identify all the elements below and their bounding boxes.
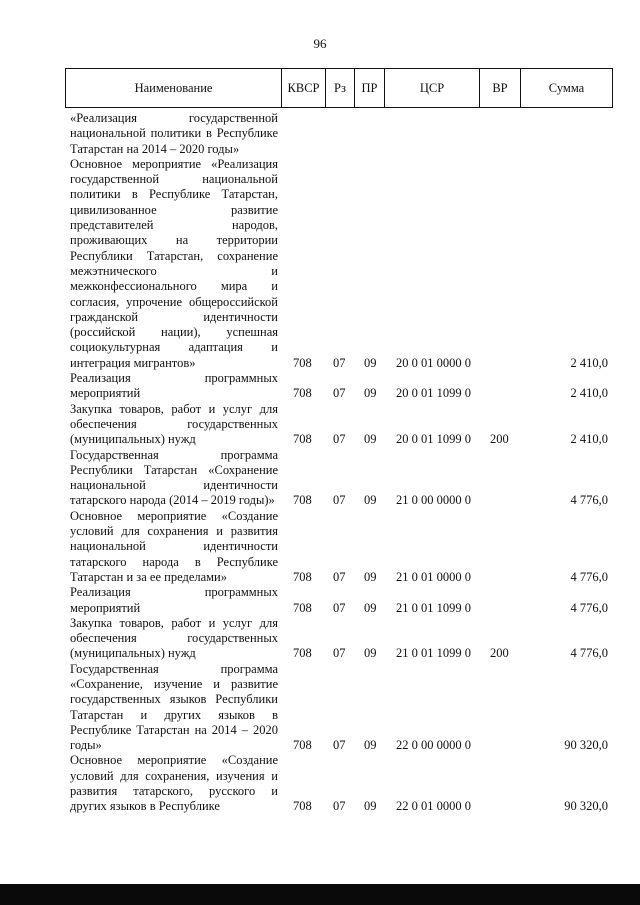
row-sum: 4 776,0 bbox=[570, 646, 608, 661]
row-kvsr: 708 bbox=[293, 493, 312, 508]
row-name: Основное мероприятие «Создание условий для сохранения и развития национальной идентичности татарского народа в Республике Татарстан и за ее пределами» bbox=[70, 508, 278, 584]
row-name: «Реализация государственной национальной политики в Республике Татарстан на 2014 – 2020 годы» bbox=[70, 111, 278, 156]
row-name: Основное мероприятие «Реализация государственной национальной политики в Республике Татарстан, цивилизованное развитие представителей народов, проживающих на территории Республики Татарстан, сохранение межэтнического и межконфессионального мира и согласия, упрочение общероссийской гражданской идентичности (российской нации), успешная социокультурная адаптация и интеграция мигрантов» bbox=[70, 156, 278, 370]
row-kvsr: 708 bbox=[293, 646, 312, 661]
table-row bbox=[0, 585, 640, 616]
row-csr: 20 0 01 0000 0 bbox=[396, 355, 471, 370]
table-row bbox=[0, 509, 640, 585]
row-name: Реализация программных мероприятий bbox=[70, 371, 278, 401]
header-name: Наименование bbox=[134, 80, 213, 95]
header-vr: ВР bbox=[479, 69, 520, 107]
row-kvsr: 708 bbox=[293, 600, 312, 615]
row-sum: 2 410,0 bbox=[570, 432, 608, 447]
row-kvsr: 708 bbox=[293, 799, 312, 814]
row-pr: 09 bbox=[364, 386, 377, 401]
table-row bbox=[0, 402, 640, 448]
row-rz: 07 bbox=[333, 569, 346, 584]
header-rz: Рз bbox=[325, 69, 354, 107]
row-kvsr: 708 bbox=[293, 569, 312, 584]
table-row bbox=[0, 753, 640, 814]
page-number: 96 bbox=[313, 36, 327, 51]
row-rz: 07 bbox=[333, 646, 346, 661]
row-csr: 21 0 01 1099 0 bbox=[396, 646, 471, 661]
row-csr: 21 0 00 0000 0 bbox=[396, 493, 471, 508]
row-rz: 07 bbox=[333, 386, 346, 401]
row-pr: 09 bbox=[364, 646, 377, 661]
row-rz: 07 bbox=[333, 493, 346, 508]
row-csr: 20 0 01 1099 0 bbox=[396, 386, 471, 401]
row-pr: 09 bbox=[364, 738, 377, 753]
row-pr: 09 bbox=[364, 799, 377, 814]
row-sum: 4 776,0 bbox=[570, 493, 608, 508]
row-name: Основное мероприятие «Создание условий для сохранения, изучения и развития татарского, русского и других языков в Республике bbox=[70, 753, 278, 814]
header-sum: Сумма bbox=[520, 69, 612, 107]
row-name: Государственная программа «Сохранение, изучение и развитие государственных языков Республики Татарстан и других языков в Республике Татарстан на 2014 – 2020 годы» bbox=[70, 661, 278, 753]
row-kvsr: 708 bbox=[293, 355, 312, 370]
row-vr: 200 bbox=[490, 646, 509, 661]
row-pr: 09 bbox=[364, 569, 377, 584]
row-name: Государственная программа Республики Татарстан «Сохранение национальной идентичности татарского народа (2014 – 2019 годы)» bbox=[70, 447, 278, 508]
row-sum: 90 320,0 bbox=[564, 738, 608, 753]
row-rz: 07 bbox=[333, 799, 346, 814]
row-rz: 07 bbox=[333, 738, 346, 753]
row-csr: 22 0 01 0000 0 bbox=[396, 799, 471, 814]
row-rz: 07 bbox=[333, 432, 346, 447]
row-name: Реализация программных мероприятий bbox=[70, 585, 278, 615]
scan-edge-bar bbox=[0, 884, 640, 905]
row-name: Закупка товаров, работ и услуг для обеспечения государственных (муниципальных) нужд bbox=[70, 401, 278, 447]
row-csr: 20 0 01 1099 0 bbox=[396, 432, 471, 447]
row-sum: 2 410,0 bbox=[570, 386, 608, 401]
row-kvsr: 708 bbox=[293, 386, 312, 401]
table-row bbox=[0, 371, 640, 402]
row-csr: 22 0 00 0000 0 bbox=[396, 738, 471, 753]
table-row bbox=[0, 111, 640, 157]
header-kvsr: КВСР bbox=[281, 69, 325, 107]
row-name: Закупка товаров, работ и услуг для обеспечения государственных (муниципальных) нужд bbox=[70, 615, 278, 661]
row-csr: 21 0 01 1099 0 bbox=[396, 600, 471, 615]
row-rz: 07 bbox=[333, 355, 346, 370]
table-row bbox=[0, 448, 640, 509]
row-sum: 2 410,0 bbox=[570, 355, 608, 370]
row-pr: 09 bbox=[364, 355, 377, 370]
table-row bbox=[0, 662, 640, 754]
row-sum: 4 776,0 bbox=[570, 600, 608, 615]
row-pr: 09 bbox=[364, 600, 377, 615]
row-pr: 09 bbox=[364, 432, 377, 447]
row-pr: 09 bbox=[364, 493, 377, 508]
row-csr: 21 0 01 0000 0 bbox=[396, 569, 471, 584]
row-kvsr: 708 bbox=[293, 432, 312, 447]
table-row bbox=[0, 616, 640, 662]
header-pr: ПР bbox=[354, 69, 384, 107]
row-vr: 200 bbox=[490, 432, 509, 447]
header-csr: ЦСР bbox=[384, 69, 479, 107]
table-row bbox=[0, 157, 640, 371]
row-rz: 07 bbox=[333, 600, 346, 615]
table-body bbox=[0, 111, 640, 815]
row-kvsr: 708 bbox=[293, 738, 312, 753]
row-sum: 90 320,0 bbox=[564, 799, 608, 814]
table-header bbox=[65, 68, 613, 108]
row-sum: 4 776,0 bbox=[570, 569, 608, 584]
